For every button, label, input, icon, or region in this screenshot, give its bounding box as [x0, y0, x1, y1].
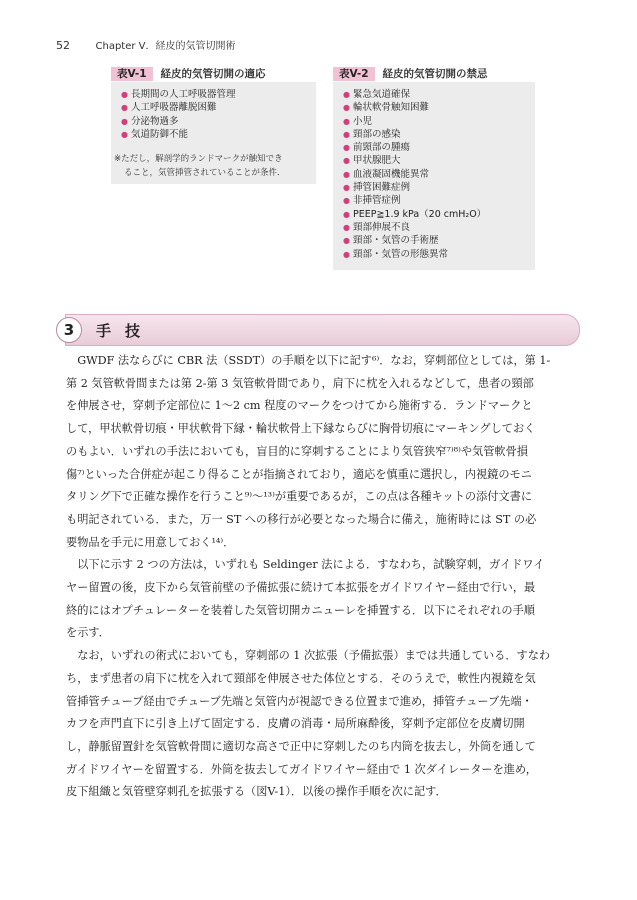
body-line: 終的にはオプチュレーターを装着した気管切開カニューレを挿置する．以下にそれぞれの手順 — [66, 603, 535, 617]
body-line: して，甲状軟骨切痕・甲状軟骨下縁・輪状軟骨上下縁ならびに胸骨切痕にマーキングしておく — [66, 422, 536, 436]
body-line: 要物品を手元に用意しておく¹⁴⁾． — [66, 535, 235, 549]
section-title: 手技 — [96, 322, 155, 340]
indication-item: ● 人工呼吸器離脱困難 — [121, 101, 316, 114]
section-number: 3 — [56, 317, 82, 343]
body-line: 第 2 気管軟骨間または第 2-第 3 気管軟骨間であり，肩下に枕を入れるなどして，患者の頸部 — [66, 376, 534, 390]
table-right-tag: 表V-2 — [333, 67, 375, 81]
chapter-title: Chapter V．経皮的気管切開術 — [95, 41, 236, 52]
page-number: 52 — [56, 39, 70, 52]
contraindication-item: ● 前頸部の腫瘍 — [343, 141, 535, 154]
note-line-2: ること，気管挿管されていることが条件． — [124, 168, 286, 178]
body-line: ヤー留置の後，皮下から気管前壁の予備拡張に続けて本拡張をガイドワイヤー経由で行い，最 — [66, 581, 536, 595]
body-line: 傷⁷⁾といった合併症が起こり得ることが指摘されており，適応を慎重に選択し，内視鏡のモニ — [66, 467, 532, 481]
indication-item: ● 長期間の人工呼吸器管理 — [121, 88, 316, 101]
body-line: のもよい．いずれの手法においても，盲目的に穿刺することにより気管狭窄⁷⁾⁸⁾や気管軟骨損 — [66, 444, 528, 458]
contraindications-list — [333, 82, 535, 261]
contraindication-item: ● 小児 — [343, 115, 535, 128]
body-text — [66, 350, 576, 804]
body-line: 皮下組織と気管壁穿刺孔を拡張する（図V-1）．以後の操作手順を次に記す． — [66, 785, 447, 799]
contraindication-item: ● 血液凝固機能異常 — [343, 168, 535, 181]
table-right-title — [333, 66, 488, 81]
note-line-1: ※ただし，解剖学的ランドマークが触知でき — [114, 154, 283, 164]
contraindication-item: ● PEEP≧1.9 kPa（20 cmH₂O） — [343, 208, 535, 221]
page-header — [56, 37, 236, 52]
body-line: カフを声門直下に引き上げて固定する．皮膚の消毒・局所麻酔後，穿刺予定部位を皮膚切開 — [66, 717, 525, 731]
body-line: し，静脈留置針を気管軟骨間に適切な高さで正中に穿刺したのち内筒を抜去し，外筒を通して — [66, 739, 536, 753]
body-line: ち，まず患者の肩下に枕を入れて頸部を伸展させた体位とする．そのうえで，軟性内視鏡を気 — [66, 671, 536, 685]
contraindication-item: ● 非挿管症例 — [343, 194, 535, 207]
body-line: も明記されている．また，万一 ST への移行が必要となった場合に備え，施術時には ST の必 — [66, 512, 537, 526]
table-left-caption: 経皮的気管切開の適応 — [160, 68, 266, 80]
body-line: を示す． — [66, 626, 110, 640]
indication-item: ● 気道防御不能 — [121, 128, 316, 141]
table-right-box — [333, 82, 535, 270]
contraindication-item: ● 頸部伸展不良 — [343, 221, 535, 234]
body-line: 管挿管チューブ経由でチューブ先端と気管内が視認できる位置まで進め，挿管チューブ先端・ — [66, 694, 533, 708]
table-left-title — [111, 66, 266, 81]
body-line: GWDF 法ならびに CBR 法（SSDT）の手順を以下に記す⁶⁾．なお，穿刺部位としては，第 1- — [66, 354, 551, 367]
contraindication-item: ● 甲状腺肥大 — [343, 154, 535, 167]
body-line: タリング下で正確な操作を行うこと⁹⁾～¹³⁾が重要であるが，この点は各種キットの添付文書に — [66, 490, 533, 504]
contraindication-item: ● 頸部・気管の形態異常 — [343, 248, 535, 261]
table-left-tag: 表V-1 — [111, 67, 153, 81]
contraindication-item: ● 緊急気道確保 — [343, 88, 535, 101]
table-right-caption: 経皮的気管切開の禁忌 — [382, 68, 488, 80]
table-left-note — [114, 152, 314, 180]
indication-item: ● 分泌物過多 — [121, 115, 316, 128]
contraindication-item: ● 頸部の感染 — [343, 128, 535, 141]
body-line: を伸展させ，穿刺予定部位に 1～2 cm 程度のマークをつけてから施術する．ランドマークと — [66, 399, 533, 413]
body-line: なお，いずれの術式においても，穿刺部の 1 次拡張（予備拡張）までは共通している．すなわ — [66, 649, 551, 663]
body-line: ガイドワイヤーを留置する．外筒を抜去してガイドワイヤー経由で 1 次ダイレーターを進め， — [66, 762, 537, 776]
indications-list — [111, 82, 316, 141]
contraindication-item: ● 輪状軟骨触知困難 — [343, 101, 535, 114]
body-line: 以下に示す 2 つの方法は，いずれも Seldinger 法による．すなわち，試験穿刺，ガイドワイ — [66, 558, 545, 572]
contraindication-item: ● 頸部・気管の手術歴 — [343, 234, 535, 247]
contraindication-item: ● 挿管困難症例 — [343, 181, 535, 194]
